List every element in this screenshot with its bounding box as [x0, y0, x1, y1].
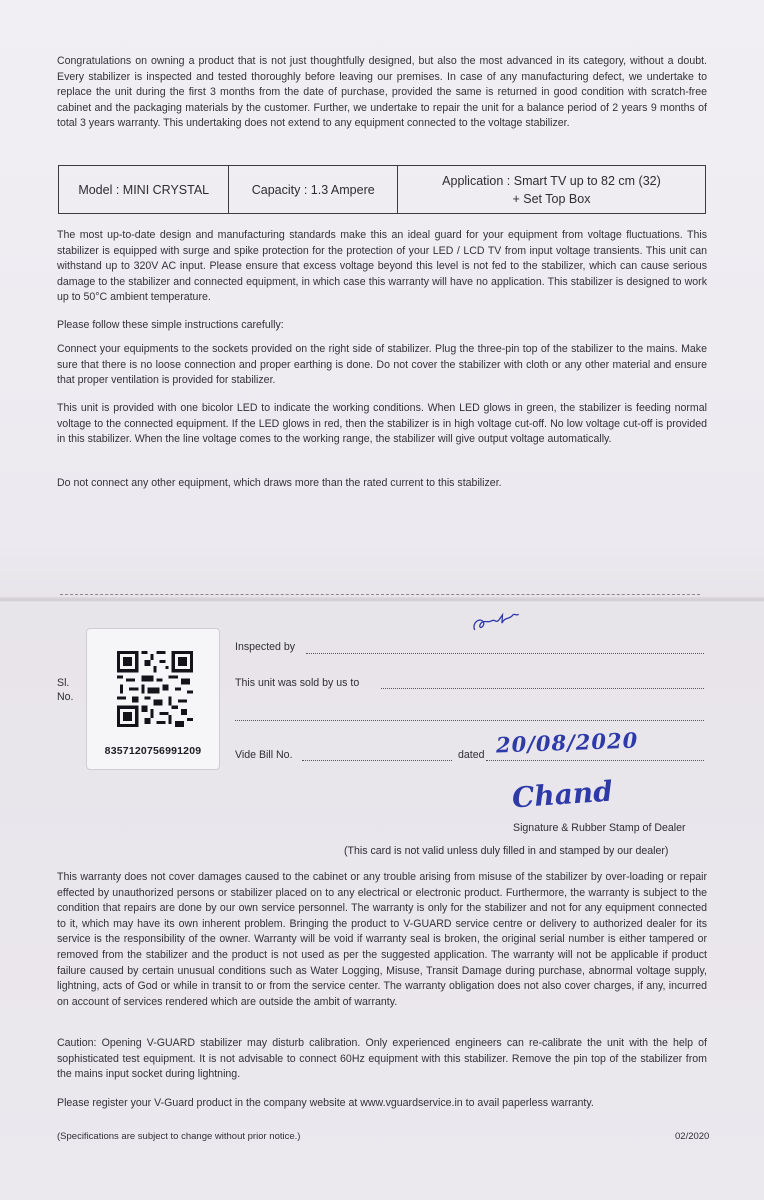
purchase-date: 20/08/2020: [495, 727, 639, 758]
document-code: 02/2020: [675, 1131, 710, 1142]
caution-paragraph: Caution: Opening V-GUARD stabilizer may disturb calibration. Only experienced engineers can re-calibrate the unit with the help of sophisticated test equipment. It is not advisable to connect 60Hz equipment with this stabilizer. Remove the pin top of the stabilizer from the mains input socket during lightning.: [57, 1037, 707, 1081]
card-validity-note: (This card is not valid unless duly filled in and stamped by our dealer): [344, 845, 669, 857]
intro-paragraph: Congratulations on owning a product that is not just thoughtfully designed, but also the most advanced in its category, without a doubt. Every stabilizer is inspected and tested thoroughly before leaving our premises. In case of any manufacturing defect, we undertake to replace the unit during the first 3 months from the date of purchase, provided the same is returned in good condition with scratch-free cabinet and the packaging materials by the customer. Further, we undertake to repair the unit for a balance period of 2 years 9 months of total 3 years warranty. This undertaking does not extend to any equipment connected to the voltage stabilizer.: [57, 55, 707, 130]
spec-application-line2: + Set Top Box: [512, 191, 591, 206]
led-paragraph: This unit is provided with one bicolor LED to indicate the working conditions. When LED glows in green, the stabilizer is feeding normal voltage to the connected equipment. If the LED glows in red, then the stabilizer is in high voltage cut-off. No low voltage cut-off is provided in this stabilizer. When the line voltage comes to the working range, the stabilizer will give output voltage automatically.: [57, 402, 707, 446]
spec-application-line1: Application : Smart TV up to 82 cm (32): [442, 173, 661, 188]
spec-model: Model : MINI CRYSTAL: [59, 166, 229, 213]
serial-label-no: No.: [57, 691, 74, 703]
bill-number-field[interactable]: [302, 760, 452, 761]
vide-bill-label: Vide Bill No.: [235, 749, 293, 761]
paper-fold: [0, 597, 764, 603]
spec-application: [398, 166, 705, 213]
dealer-signature: Chand: [510, 774, 614, 815]
inspected-by-field[interactable]: [306, 653, 704, 654]
spec-change-note: (Specifications are subject to change without prior notice.): [57, 1131, 301, 1142]
serial-sticker: [86, 628, 220, 770]
date-field[interactable]: [486, 760, 704, 761]
connect-paragraph: Connect your equipments to the sockets provided on the right side of stabilizer. Plug the three-pin top of the stabilizer to the mains. Make sure that there is no loose connection and proper earthing is done. Do not cover the stabilizer with cloth or any other material and ensure that proper ventilation is provided for stabilizer.: [57, 343, 707, 387]
tear-line: [60, 594, 700, 595]
instructions-heading: Please follow these simple instructions carefully:: [57, 319, 284, 331]
signature-label: Signature & Rubber Stamp of Dealer: [513, 822, 686, 834]
inspected-by-label: Inspected by: [235, 641, 296, 653]
spec-capacity: Capacity : 1.3 Ampere: [229, 166, 397, 213]
warranty-terms: This warranty does not cover damages caused to the cabinet or any trouble arising from misuse of the stabilizer by over-loading or repair effected by unauthorized persons or stabilizer placed on to any electrical or electronic product. Furthermore, the warranty is subject to the condition that repairs are done by our own service personnel. The warranty is only for the stabilizer and not for any equipment connected to it, which may have its own inherent problem. Bringing the product to V-GUARD service centre or delivery to authorized dealer for its service is the responsibility of the owner. Warranty will be void if warranty seal is broken, the original serial number is either tampered or removed from the stabilizer and the product is not used as per the suggested application. The warranty will not be applicable if product failure caused by certain unusual conditions such as Water Logging, Misuse, Transit Damage during purchase, abnormal voltage supply, lightning, acts of God or while in transit to or from the service center. The warranty obligation does not also cover charges, if any, incurred on account of services rendered which are outside the ambit of warranty.: [57, 871, 707, 1008]
inspector-signature-mark: [468, 607, 525, 636]
rated-current-note: Do not connect any other equipment, which draws more than the rated current to this stabilizer.: [57, 477, 502, 489]
design-paragraph: The most up-to-date design and manufacturing standards make this an ideal guard for your equipment from voltage fluctuations. This stabilizer is equipped with surge and spike protection for the protection of your LED / LCD TV from input voltage transients. This unit can withstand up to 320V AC input. Please ensure that excess voltage beyond this level is not fed to the stabilizer, which can cause serious damage to the stabilizer and connected equipment, in which case this warranty will have no application. This stabilizer is designed to work up to 50°C ambient temperature.: [57, 229, 707, 304]
sold-to-field[interactable]: [381, 688, 704, 689]
qr-serial-number: 8357120756991209: [104, 745, 202, 757]
sold-to-label: This unit was sold by us to: [235, 677, 360, 689]
spec-table: [58, 165, 706, 214]
dated-label: dated: [458, 749, 485, 761]
qr-code-icon: [117, 651, 193, 727]
serial-label: Sl.: [57, 677, 70, 689]
inspector-initials: [468, 607, 525, 640]
register-note: Please register your V-Guard product in the company website at www.vguardservice.in to avail paperless warranty.: [57, 1097, 594, 1109]
sold-to-field-line2[interactable]: [235, 720, 704, 721]
